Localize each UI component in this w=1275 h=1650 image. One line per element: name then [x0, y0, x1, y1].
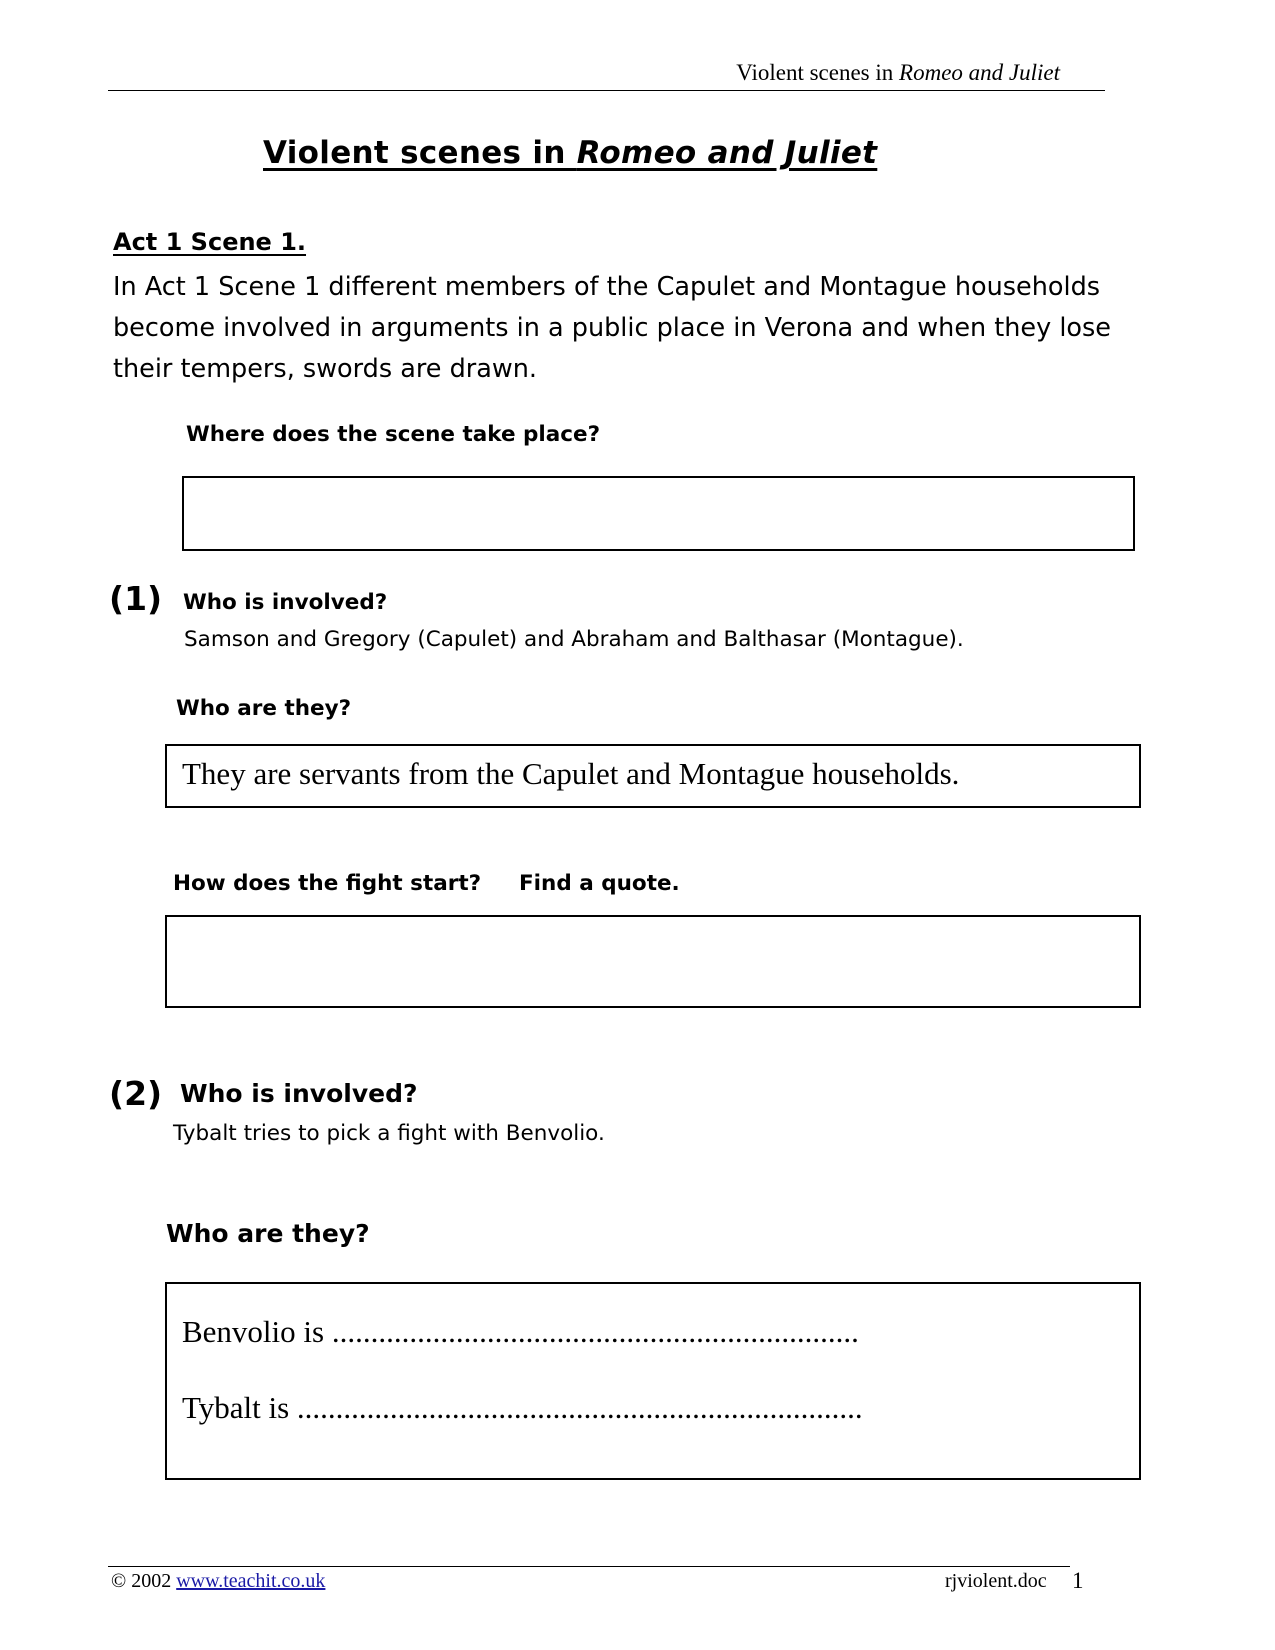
page-title-text: Violent scenes in	[263, 135, 577, 171]
part-number-1: (1)	[109, 579, 163, 618]
page-number: 1	[1072, 1568, 1084, 1593]
part-number-2: (2)	[109, 1074, 163, 1113]
teachit-link[interactable]: www.teachit.co.uk	[176, 1570, 326, 1592]
question-who-are-they-2: Who are they?	[166, 1219, 370, 1248]
page-title	[263, 135, 877, 171]
answer-box-who-are-they-1[interactable]	[165, 744, 1141, 808]
section-intro: In Act 1 Scene 1 different members of the Capulet and Montague households become involved in arguments in a public place in Verona and when they lose their tempers, swords are drawn.	[113, 272, 1111, 384]
answer-box-who-are-they-2[interactable]	[165, 1282, 1141, 1480]
answer-who-are-they-1: They are servants from the Capulet and Montague households.	[182, 756, 960, 791]
footer-copyright	[111, 1570, 325, 1593]
question-who-involved-1: Who is involved?	[183, 590, 388, 615]
answer-box-where[interactable]	[182, 476, 1135, 551]
question-who-are-they-1: Who are they?	[176, 696, 352, 721]
section-heading: Act 1 Scene 1.	[113, 228, 307, 256]
answer-line-benvolio: Benvolio is ....................................................................	[182, 1314, 859, 1349]
footer-filename: rjviolent.doc	[945, 1570, 1047, 1592]
answer-line-tybalt: Tybalt is .........................................................................	[182, 1390, 863, 1425]
running-header	[736, 60, 1060, 86]
page-title-italic: Romeo and Juliet	[576, 135, 878, 171]
footer-rule	[108, 1566, 1070, 1567]
question-where: Where does the scene take place?	[186, 422, 601, 447]
header-rule	[108, 90, 1105, 91]
question-fight-start: How does the fight start?	[173, 871, 482, 896]
question-who-involved-2: Who is involved?	[180, 1079, 418, 1108]
copyright-text: © 2002	[111, 1570, 177, 1592]
running-header-italic: Romeo and Juliet	[899, 60, 1060, 85]
answer-who-involved-2: Tybalt tries to pick a fight with Benvolio.	[173, 1121, 605, 1146]
question-find-quote: Find a quote.	[519, 871, 680, 896]
answer-box-fight-start[interactable]	[165, 915, 1141, 1008]
running-header-text: Violent scenes in	[736, 60, 900, 85]
answer-who-involved-1: Samson and Gregory (Capulet) and Abraham and Balthasar (Montague).	[184, 627, 964, 652]
